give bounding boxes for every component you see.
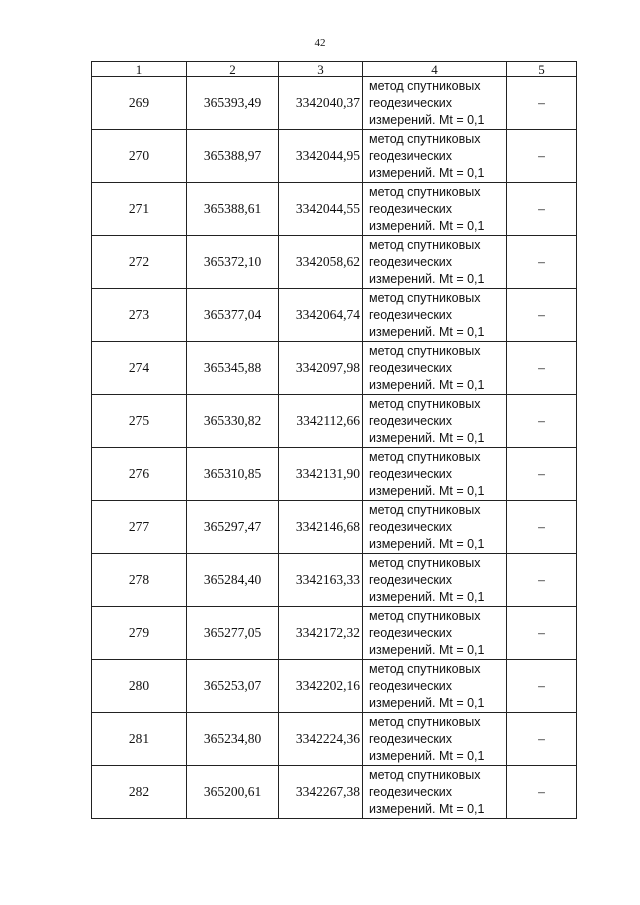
x-coordinate-cell: 365388,61 [187,183,279,236]
method-text-line: метод спутниковых [369,131,481,146]
column-5-cell: – [507,501,577,554]
table-row [92,130,577,183]
method-text-line: измерений. Mt = 0,1 [369,430,485,445]
y-coordinate-cell: 3342097,98 [279,342,363,395]
y-coordinate-cell: 3342267,38 [279,766,363,819]
x-coordinate-cell: 365310,85 [187,448,279,501]
table-row [92,766,577,819]
method-text-line: измерений. Mt = 0,1 [369,801,485,816]
table-row [92,501,577,554]
column-5-cell: – [507,607,577,660]
method-text-line: геодезических [369,466,453,481]
method-text-line: измерений. Mt = 0,1 [369,112,485,127]
y-coordinate-cell: 3342040,37 [279,77,363,130]
table-row [92,342,577,395]
method-text-line: измерений. Mt = 0,1 [369,377,485,392]
coordinates-table [91,61,577,819]
method-text-line: метод спутниковых [369,449,481,464]
method-text-line: измерений. Mt = 0,1 [369,218,485,233]
method-cell [363,130,507,183]
method-cell [363,395,507,448]
y-coordinate-cell: 3342058,62 [279,236,363,289]
table-row [92,77,577,130]
method-text-line: метод спутниковых [369,396,481,411]
table-row [92,713,577,766]
method-text-line: метод спутниковых [369,608,481,623]
page-number: 42 [314,37,326,49]
column-5-cell: – [507,183,577,236]
column-5-cell: – [507,342,577,395]
y-coordinate-cell: 3342064,74 [279,289,363,342]
x-coordinate-cell: 365330,82 [187,395,279,448]
header-col-2: 2 [187,62,279,77]
point-number-cell: 274 [92,342,187,395]
column-5-cell: – [507,766,577,819]
x-coordinate-cell: 365284,40 [187,554,279,607]
method-text-line: геодезических [369,148,453,163]
table-header [92,62,577,77]
method-text-line: геодезических [369,519,453,534]
table-row [92,660,577,713]
point-number-cell: 271 [92,183,187,236]
method-cell [363,766,507,819]
point-number-cell: 280 [92,660,187,713]
y-coordinate-cell: 3342202,16 [279,660,363,713]
column-5-cell: – [507,289,577,342]
table-body [92,77,577,819]
method-text-line: геодезических [369,784,453,799]
method-text-line: измерений. Mt = 0,1 [369,324,485,339]
table-row [92,236,577,289]
table-row [92,183,577,236]
x-coordinate-cell: 365253,07 [187,660,279,713]
method-cell [363,183,507,236]
header-col-1: 1 [92,62,187,77]
header-col-3: 3 [279,62,363,77]
column-5-cell: – [507,554,577,607]
method-text-line: геодезических [369,678,453,693]
method-text-line: геодезических [369,413,453,428]
table-row [92,554,577,607]
method-cell [363,607,507,660]
method-cell [363,501,507,554]
method-text-line: геодезических [369,625,453,640]
point-number-cell: 277 [92,501,187,554]
table-row [92,289,577,342]
method-text-line: метод спутниковых [369,767,481,782]
method-text-line: метод спутниковых [369,714,481,729]
point-number-cell: 276 [92,448,187,501]
point-number-cell: 279 [92,607,187,660]
x-coordinate-cell: 365372,10 [187,236,279,289]
x-coordinate-cell: 365388,97 [187,130,279,183]
method-text-line: измерений. Mt = 0,1 [369,695,485,710]
y-coordinate-cell: 3342224,36 [279,713,363,766]
x-coordinate-cell: 365277,05 [187,607,279,660]
method-text-line: геодезических [369,360,453,375]
method-text-line: геодезических [369,95,453,110]
method-text-line: метод спутниковых [369,502,481,517]
point-number-cell: 281 [92,713,187,766]
method-text-line: измерений. Mt = 0,1 [369,271,485,286]
method-text-line: метод спутниковых [369,78,481,93]
y-coordinate-cell: 3342112,66 [279,395,363,448]
method-text-line: геодезических [369,307,453,322]
table-row [92,448,577,501]
point-number-cell: 270 [92,130,187,183]
x-coordinate-cell: 365297,47 [187,501,279,554]
method-cell [363,342,507,395]
x-coordinate-cell: 365200,61 [187,766,279,819]
header-col-5: 5 [507,62,577,77]
method-text-line: метод спутниковых [369,237,481,252]
column-5-cell: – [507,448,577,501]
method-text-line: измерений. Mt = 0,1 [369,536,485,551]
method-text-line: метод спутниковых [369,290,481,305]
header-row [92,62,577,77]
method-text-line: геодезических [369,254,453,269]
x-coordinate-cell: 365393,49 [187,77,279,130]
method-text-line: метод спутниковых [369,661,481,676]
y-coordinate-cell: 3342044,95 [279,130,363,183]
method-text-line: метод спутниковых [369,343,481,358]
point-number-cell: 275 [92,395,187,448]
point-number-cell: 278 [92,554,187,607]
y-coordinate-cell: 3342172,32 [279,607,363,660]
method-text-line: измерений. Mt = 0,1 [369,642,485,657]
method-cell [363,448,507,501]
y-coordinate-cell: 3342163,33 [279,554,363,607]
column-5-cell: – [507,236,577,289]
column-5-cell: – [507,395,577,448]
x-coordinate-cell: 365234,80 [187,713,279,766]
method-cell [363,554,507,607]
table-row [92,395,577,448]
column-5-cell: – [507,713,577,766]
method-text-line: измерений. Mt = 0,1 [369,165,485,180]
header-col-4: 4 [363,62,507,77]
table-row [92,607,577,660]
method-cell [363,660,507,713]
method-cell [363,77,507,130]
point-number-cell: 269 [92,77,187,130]
method-text-line: метод спутниковых [369,555,481,570]
x-coordinate-cell: 365377,04 [187,289,279,342]
column-5-cell: – [507,660,577,713]
point-number-cell: 282 [92,766,187,819]
y-coordinate-cell: 3342044,55 [279,183,363,236]
point-number-cell: 273 [92,289,187,342]
method-cell [363,713,507,766]
method-text-line: измерений. Mt = 0,1 [369,589,485,604]
method-text-line: измерений. Mt = 0,1 [369,483,485,498]
y-coordinate-cell: 3342146,68 [279,501,363,554]
column-5-cell: – [507,130,577,183]
x-coordinate-cell: 365345,88 [187,342,279,395]
y-coordinate-cell: 3342131,90 [279,448,363,501]
method-text-line: метод спутниковых [369,184,481,199]
point-number-cell: 272 [92,236,187,289]
method-text-line: геодезических [369,731,453,746]
method-cell [363,236,507,289]
method-text-line: геодезических [369,201,453,216]
column-5-cell: – [507,77,577,130]
method-text-line: геодезических [369,572,453,587]
method-cell [363,289,507,342]
method-text-line: измерений. Mt = 0,1 [369,748,485,763]
